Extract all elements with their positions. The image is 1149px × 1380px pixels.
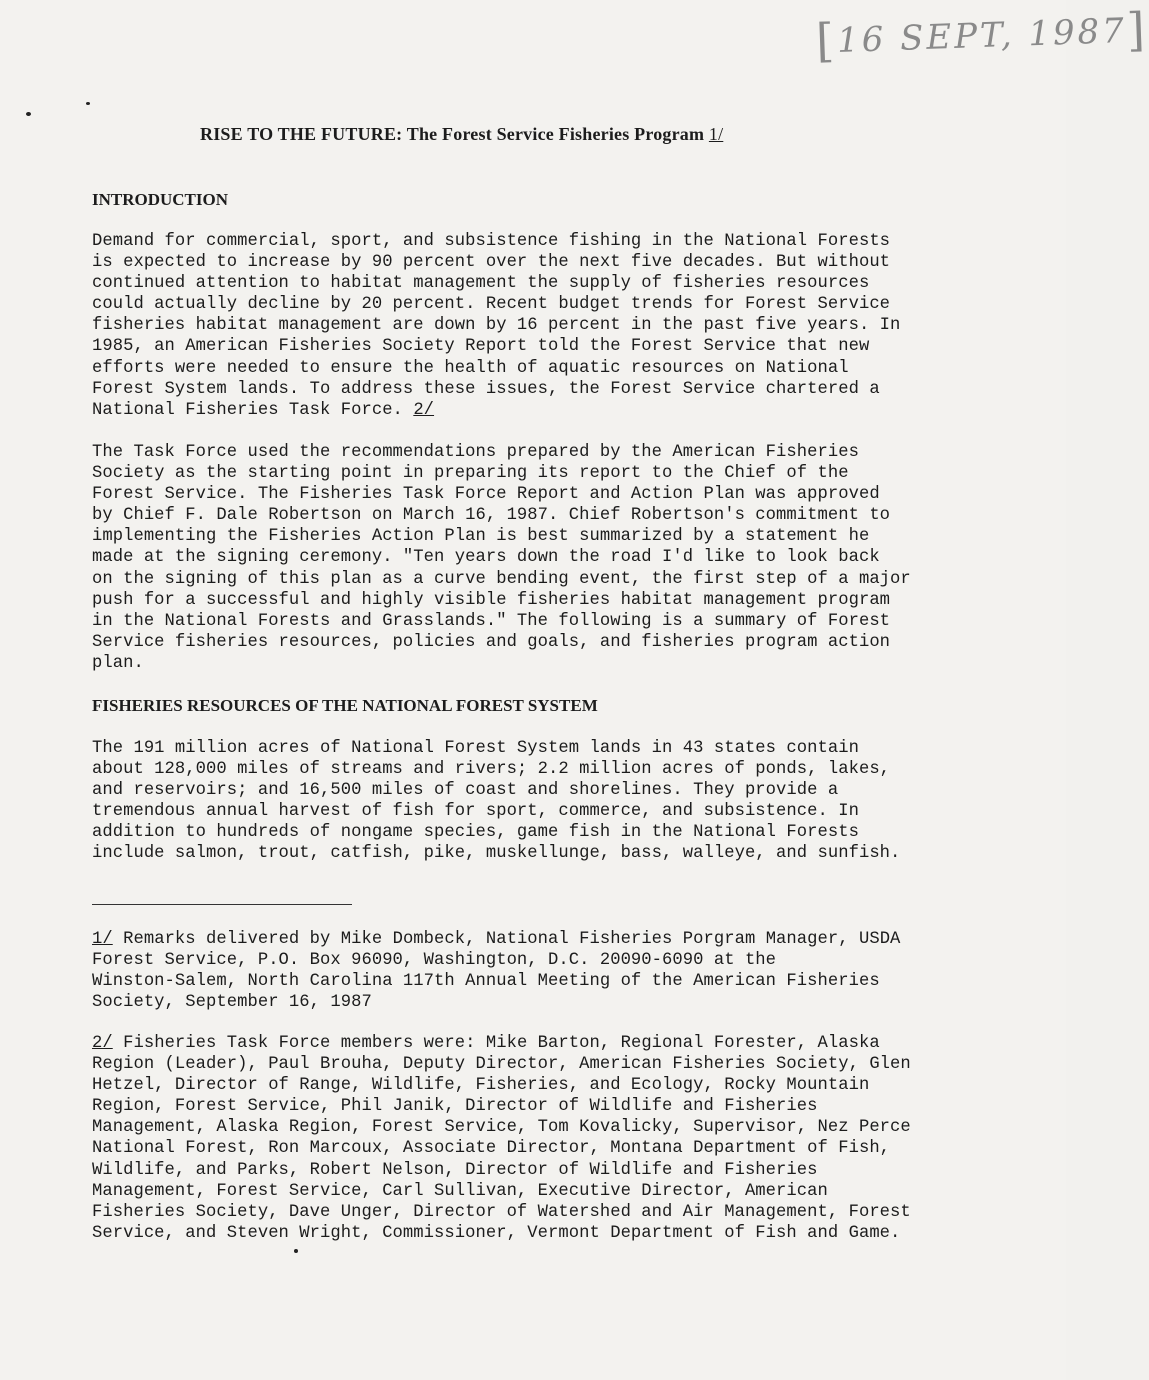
handwritten-date-annotation — [815, 2, 1148, 68]
footnote-1-text: Remarks delivered by Mike Dombeck, National Fisheries Porgram Manager, USDA Forest Service, P.O. Box 96090, Washington, D.C. 20090-6090 at the Winston-Salem, North Carolina 117th Annual Meeting of the American Fisheries Society, September 16, 1987 — [92, 930, 901, 1013]
resources-paragraph: The 191 million acres of National Forest System lands in 43 states contain about 128,000 miles of streams and rivers; 2.2 million acres of ponds, lakes, and reservoirs; and 16,500 miles of coast and shorelines. They provide a tremendous annual harvest of fish for sport, commerce, and subsistence. In addition to hundreds of nongame species, game fish in the National Forests include salmon, trout, catfish, pike, muskellunge, bass, walleye, and sunfish. — [92, 739, 901, 864]
handwritten-date-text: 16 SEPT, 1987 — [836, 10, 1128, 62]
footnote-2-marker: 2/ — [92, 1034, 113, 1053]
footnote-2-text: Fisheries Task Force members were: Mike Barton, Regional Forester, Alaska Region (Leader), Paul Brouha, Deputy Director, American Fisheries Society, Glen Hetzel, Director of Range, Wildlife, Fisheries, and Ecology, Rocky Mountain Region, Forest Service, Phil Janik, Director of Wildlife and Fisheries Management, Alaska Region, Forest Service, Tom Kovalicky, Supervisor, Nez Perce National Forest, Ron Marcoux, Associate Director, Montana Department of Fish, Wildlife, and Parks, Robert Nelson, Director of Wildlife and Fisheries Management, Forest Service, Carl Sullivan, Executive Director, American Fisheries Society, Dave Unger, Director of Watershed and Air Management, Forest Service, and Steven Wright, Commissioner, Vermont Department of Fish and Game. — [92, 1034, 911, 1243]
document-title-text: RISE TO THE FUTURE: The Forest Service Fisheries Program — [200, 124, 705, 144]
scan-speck — [86, 102, 90, 105]
footnote-2 — [92, 1033, 972, 1244]
intro-footnote-ref: 2/ — [413, 400, 435, 420]
bracket-right-mark: ] — [1125, 2, 1149, 57]
footnote-1-marker: 1/ — [92, 930, 113, 949]
intro-paragraph-1 — [92, 231, 972, 421]
introduction-heading: INTRODUCTION — [92, 190, 229, 209]
scan-speck — [26, 112, 31, 116]
scan-speck — [294, 1249, 298, 1253]
footnote-separator — [92, 904, 352, 905]
bracket-left-mark: [ — [815, 13, 838, 68]
resources-heading: FISHERIES RESOURCES OF THE NATIONAL FOREST SYSTEM — [92, 696, 598, 715]
footnote-1 — [92, 929, 972, 1013]
title-footnote-ref: 1/ — [708, 124, 724, 144]
document-title — [200, 124, 723, 145]
intro-paragraph-2: The Task Force used the recommendations prepared by the American Fisheries Society as the starting point in preparing its report to the Chief of the Forest Service. The Fisheries Task Force Report and Action Plan was approved by Chief F. Dale Robertson on March 16, 1987. Chief Robertson's commitment to implementing the Fisheries Action Plan is best summarized by a statement he made at the signing ceremony. "Ten years down the road I'd like to look back on the signing of this plan as a curve bending event, the first step of a major push for a successful and highly visible fisheries habitat management program in the National Forests and Grasslands." The following is a summary of Forest Service fisheries resources, policies and goals, and fisheries program action plan. — [92, 443, 911, 673]
intro-paragraph-1-text: Demand for commercial, sport, and subsistence fishing in the National Forests is expected to increase by 90 percent over the next five decades. But without continued attention to habitat management the supply of fisheries resources could actually decline by 20 percent. Recent budget trends for Forest Service fisheries habitat management are down by 16 percent in the past five years. In 1985, an American Fisheries Society Report told the Forest Service that new efforts were needed to ensure the health of aquatic resources on National Forest System lands. To address these issues, the Forest Service chartered a National Fisheries Task Force. — [92, 232, 901, 420]
